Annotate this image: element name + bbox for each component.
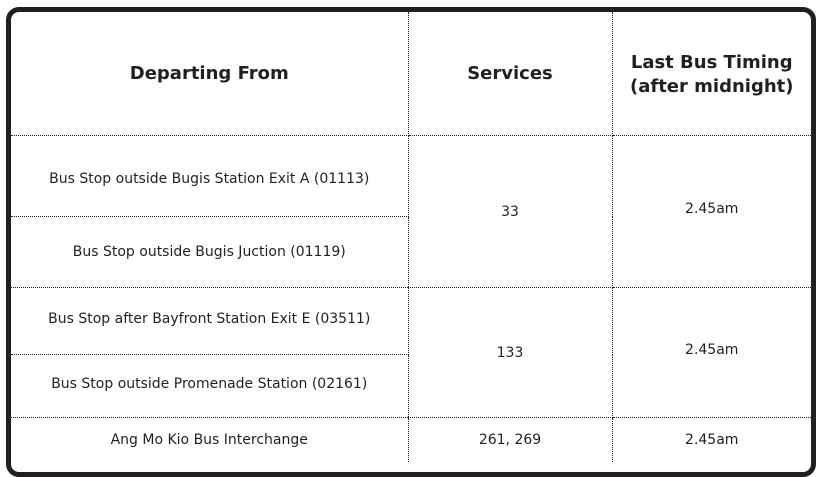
services-cell: 133	[408, 288, 612, 418]
last-bus-cell: 2.45am	[612, 136, 811, 288]
departing-stop-cell	[11, 355, 408, 418]
last-bus-table	[11, 12, 811, 462]
header-last-bus-timing	[612, 12, 811, 136]
header-last-bus-line1: Last Bus Timing	[630, 51, 793, 73]
departing-stop-label: Bus Stop outside Promenade Station (02161)	[51, 376, 368, 392]
table-row	[11, 136, 811, 217]
header-row	[11, 12, 811, 136]
table-row	[11, 288, 811, 355]
departing-stop-cell	[11, 136, 408, 217]
services-cell: 33	[408, 136, 612, 288]
departing-stop-label: Bus Stop outside Bugis Station Exit A (01113)	[49, 171, 370, 187]
last-bus-cell: 2.45am	[612, 288, 811, 418]
header-services: Services	[408, 12, 612, 136]
header-departing-from: Departing From	[11, 12, 408, 136]
departing-stop-label: Bus Stop after Bayfront Station Exit E (03511)	[48, 311, 371, 327]
departing-stop-cell	[11, 288, 408, 355]
departing-stop-cell	[11, 217, 408, 288]
services-cell: 261, 269	[408, 418, 612, 463]
last-bus-cell: 2.45am	[685, 432, 739, 448]
departing-stop-label: Bus Stop outside Bugis Juction (01119)	[72, 244, 346, 260]
table-row	[11, 418, 811, 463]
header-last-bus-line2: (after midnight)	[630, 75, 794, 97]
departing-stop-cell: Ang Mo Kio Bus Interchange	[11, 418, 408, 463]
